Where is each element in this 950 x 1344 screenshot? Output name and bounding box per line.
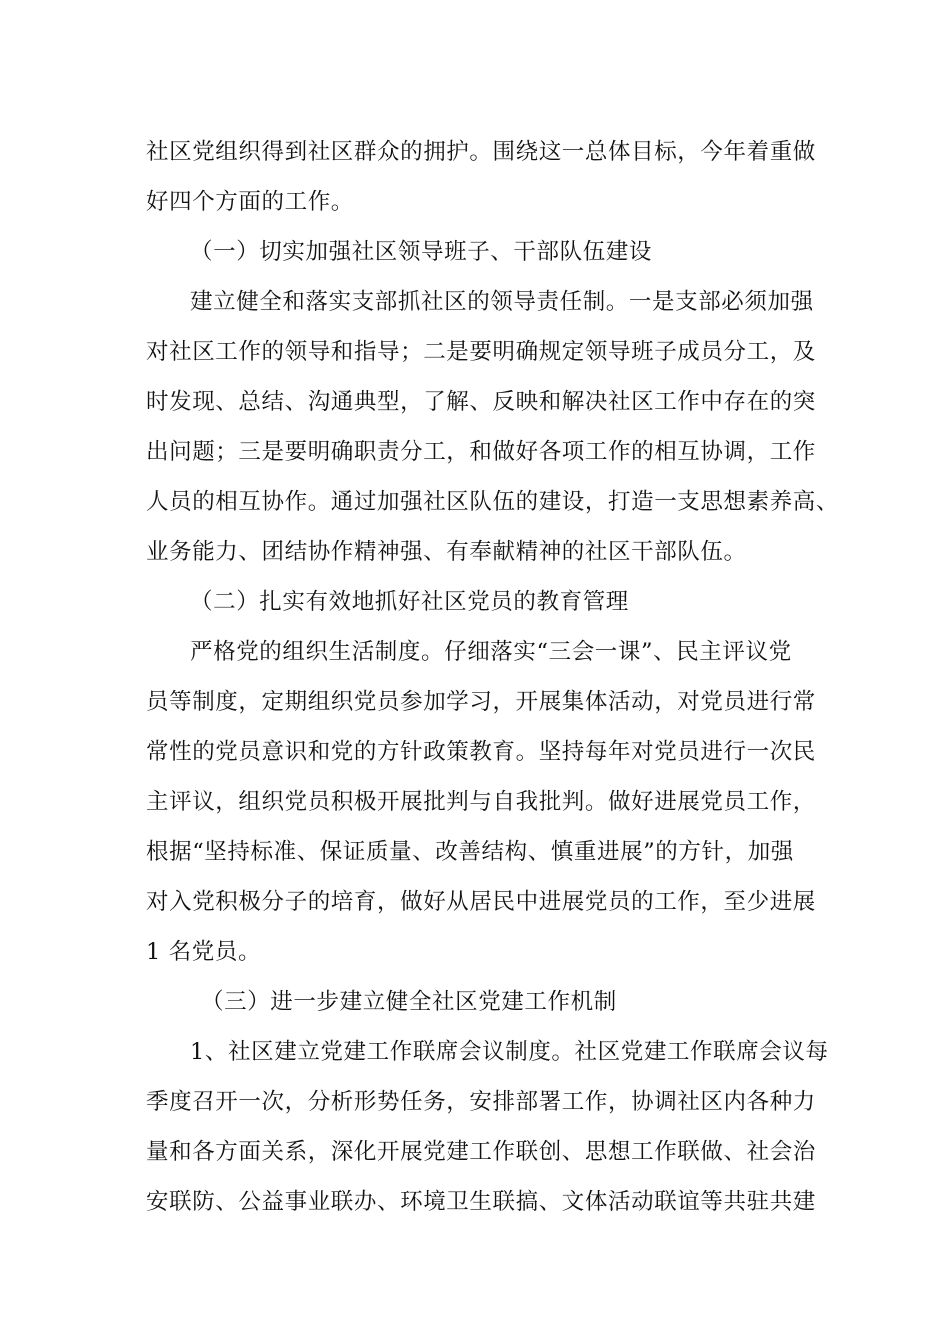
text-line: 业务能力、团结协作精神强、有奉献精神的社区干部队伍。 bbox=[146, 539, 747, 565]
text-line: 时发现、总结、沟通典型，了解、反映和解决社区工作中存在的突 bbox=[146, 389, 816, 415]
text-line: 常性的党员意识和党的方针政策教育。坚持每年对党员进行一次民 bbox=[146, 739, 816, 765]
text-line: 1 名党员。 bbox=[146, 939, 262, 965]
text-line: 员等制度，定期组织党员参加学习，开展集体活动，对党员进行常 bbox=[146, 689, 816, 715]
section-heading-1: （一）切实加强社区领导班子、干部队伍建设 bbox=[190, 239, 653, 265]
text-line: 季度召开一次，分析形势任务，安排部署工作，协调社区内各种力 bbox=[146, 1089, 816, 1115]
section-heading-3: （三）进一步建立健全社区党建工作机制 bbox=[201, 989, 617, 1015]
paragraph-line: 建立健全和落实支部抓社区的领导责任制。一是支部必须加强 bbox=[190, 289, 814, 315]
paragraph-line: 1、社区建立党建工作联席会议制度。社区党建工作联席会议每 bbox=[190, 1039, 829, 1065]
text-line: 社区党组织得到社区群众的拥护。围绕这一总体目标，今年着重做 bbox=[146, 139, 816, 165]
paragraph-line: 严格党的组织生活制度。仔细落实“三会一课”、民主评议党 bbox=[190, 639, 792, 665]
text-line: 人员的相互协作。通过加强社区队伍的建设，打造一支思想素养高、 bbox=[146, 489, 840, 515]
text-line: 量和各方面关系，深化开展党建工作联创、思想工作联做、社会治 bbox=[146, 1139, 816, 1165]
text-line: 安联防、公益事业联办、环境卫生联搞、文体活动联谊等共驻共建 bbox=[146, 1189, 816, 1215]
text-line: 对社区工作的领导和指导；二是要明确规定领导班子成员分工，及 bbox=[146, 339, 816, 365]
section-heading-2: （二）扎实有效地抓好社区党员的教育管理 bbox=[190, 589, 629, 615]
text-line: 对入党积极分子的培育，做好从居民中进展党员的工作，至少进展 bbox=[146, 889, 816, 915]
text-line: 主评议，组织党员积极开展批判与自我批判。做好进展党员工作， bbox=[146, 789, 816, 815]
text-line: 根据“坚持标准、保证质量、改善结构、慎重进展”的方针，加强 bbox=[146, 839, 794, 865]
text-line: 好四个方面的工作。 bbox=[146, 189, 354, 215]
text-line: 出问题；三是要明确职责分工，和做好各项工作的相互协调，工作 bbox=[146, 439, 816, 465]
